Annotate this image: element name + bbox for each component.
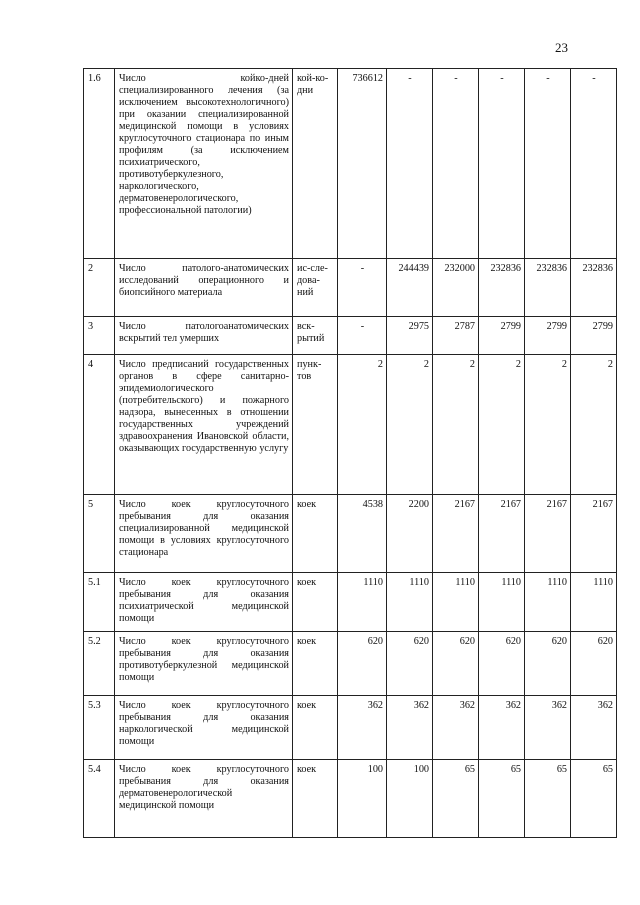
value-cell: 2 bbox=[525, 355, 571, 495]
value-cell: 362 bbox=[525, 696, 571, 760]
table-row bbox=[84, 317, 617, 355]
value-cell: - bbox=[433, 69, 479, 259]
row-number: 5.1 bbox=[84, 573, 115, 632]
value-cell: 232836 bbox=[571, 259, 617, 317]
row-unit: коек bbox=[293, 495, 338, 573]
row-unit: коек bbox=[293, 632, 338, 696]
table-row bbox=[84, 355, 617, 495]
value-cell: 2975 bbox=[387, 317, 433, 355]
row-number: 5.2 bbox=[84, 632, 115, 696]
table-row bbox=[84, 259, 617, 317]
value-cell: 736612 bbox=[338, 69, 387, 259]
value-cell: 620 bbox=[338, 632, 387, 696]
value-cell: 232836 bbox=[479, 259, 525, 317]
value-cell: 1110 bbox=[571, 573, 617, 632]
row-number: 2 bbox=[84, 259, 115, 317]
table-row bbox=[84, 495, 617, 573]
value-cell: 2787 bbox=[433, 317, 479, 355]
value-cell: 232836 bbox=[525, 259, 571, 317]
row-description: Число коек круглосуточного пребывания для оказания специализированной медицинской помощи в условиях круглосуточного стационара bbox=[115, 495, 293, 573]
row-description: Число коек круглосуточного пребывания для оказания противотуберкулезной медицинской помощи bbox=[115, 632, 293, 696]
indicators-table bbox=[83, 68, 617, 838]
value-cell: 65 bbox=[479, 760, 525, 838]
table-row bbox=[84, 696, 617, 760]
value-cell: - bbox=[338, 259, 387, 317]
value-cell: 2 bbox=[433, 355, 479, 495]
row-description: Число патологоанатомических вскрытий тел умерших bbox=[115, 317, 293, 355]
value-cell: 244439 bbox=[387, 259, 433, 317]
row-description: Число предписаний государственных органов в сфере санитарно-эпидемиологического (потребительского) и пожарного надзора, вынесенных в отношении государственных учреждений здравоохранения Ивановской области, оказывающих государственную услугу bbox=[115, 355, 293, 495]
table-row bbox=[84, 573, 617, 632]
row-number: 4 bbox=[84, 355, 115, 495]
value-cell: 362 bbox=[571, 696, 617, 760]
row-unit: кой-ко-дни bbox=[293, 69, 338, 259]
row-number: 5.3 bbox=[84, 696, 115, 760]
value-cell: - bbox=[479, 69, 525, 259]
row-unit: ис-сле-дова-ний bbox=[293, 259, 338, 317]
value-cell: - bbox=[571, 69, 617, 259]
value-cell: 620 bbox=[387, 632, 433, 696]
row-unit: пунк-тов bbox=[293, 355, 338, 495]
value-cell: 620 bbox=[479, 632, 525, 696]
value-cell: 1110 bbox=[338, 573, 387, 632]
value-cell: 620 bbox=[433, 632, 479, 696]
value-cell: 362 bbox=[338, 696, 387, 760]
value-cell: 1110 bbox=[525, 573, 571, 632]
value-cell: 2167 bbox=[525, 495, 571, 573]
value-cell: 620 bbox=[525, 632, 571, 696]
row-unit: коек bbox=[293, 573, 338, 632]
value-cell: 2200 bbox=[387, 495, 433, 573]
value-cell: 2799 bbox=[525, 317, 571, 355]
value-cell: 4538 bbox=[338, 495, 387, 573]
value-cell: - bbox=[338, 317, 387, 355]
table-body bbox=[84, 69, 617, 838]
value-cell: 65 bbox=[433, 760, 479, 838]
value-cell: 2167 bbox=[479, 495, 525, 573]
value-cell: 65 bbox=[525, 760, 571, 838]
row-number: 3 bbox=[84, 317, 115, 355]
table-row bbox=[84, 632, 617, 696]
table-row bbox=[84, 760, 617, 838]
value-cell: 1110 bbox=[433, 573, 479, 632]
row-number: 5.4 bbox=[84, 760, 115, 838]
row-number: 5 bbox=[84, 495, 115, 573]
value-cell: 2 bbox=[571, 355, 617, 495]
value-cell: 362 bbox=[479, 696, 525, 760]
page-number: 23 bbox=[555, 40, 568, 55]
value-cell: 65 bbox=[571, 760, 617, 838]
value-cell: 620 bbox=[571, 632, 617, 696]
row-description: Число патолого-анатомических исследований операционного и биопсийного материала bbox=[115, 259, 293, 317]
row-unit: коек bbox=[293, 696, 338, 760]
row-unit: вск-рытий bbox=[293, 317, 338, 355]
value-cell: 100 bbox=[387, 760, 433, 838]
value-cell: 2 bbox=[338, 355, 387, 495]
row-description: Число коек круглосуточного пребывания для оказания психиатрической медицинской помощи bbox=[115, 573, 293, 632]
value-cell: 232000 bbox=[433, 259, 479, 317]
value-cell: 362 bbox=[387, 696, 433, 760]
value-cell: 2799 bbox=[571, 317, 617, 355]
value-cell: 362 bbox=[433, 696, 479, 760]
value-cell: 2167 bbox=[571, 495, 617, 573]
value-cell: - bbox=[387, 69, 433, 259]
value-cell: 1110 bbox=[387, 573, 433, 632]
value-cell: 100 bbox=[338, 760, 387, 838]
row-description: Число коек круглосуточного пребывания для оказания наркологической медицинской помощи bbox=[115, 696, 293, 760]
row-description: Число койко-дней специализированного лечения (за исключением высокотехнологичного) при оказании специализированной медицинской помощи в условиях круглосуточного стационара по иным профилям (за исключением психиатрического, противотуберкулезного, наркологического, дерматовенерологического, профессиональной патологии) bbox=[115, 69, 293, 259]
row-description: Число коек круглосуточного пребывания для оказания дерматовенерологической медицинской помощи bbox=[115, 760, 293, 838]
value-cell: 1110 bbox=[479, 573, 525, 632]
value-cell: 2167 bbox=[433, 495, 479, 573]
value-cell: 2 bbox=[479, 355, 525, 495]
value-cell: 2 bbox=[387, 355, 433, 495]
table-row bbox=[84, 69, 617, 259]
value-cell: - bbox=[525, 69, 571, 259]
row-unit: коек bbox=[293, 760, 338, 838]
value-cell: 2799 bbox=[479, 317, 525, 355]
row-number: 1.6 bbox=[84, 69, 115, 259]
